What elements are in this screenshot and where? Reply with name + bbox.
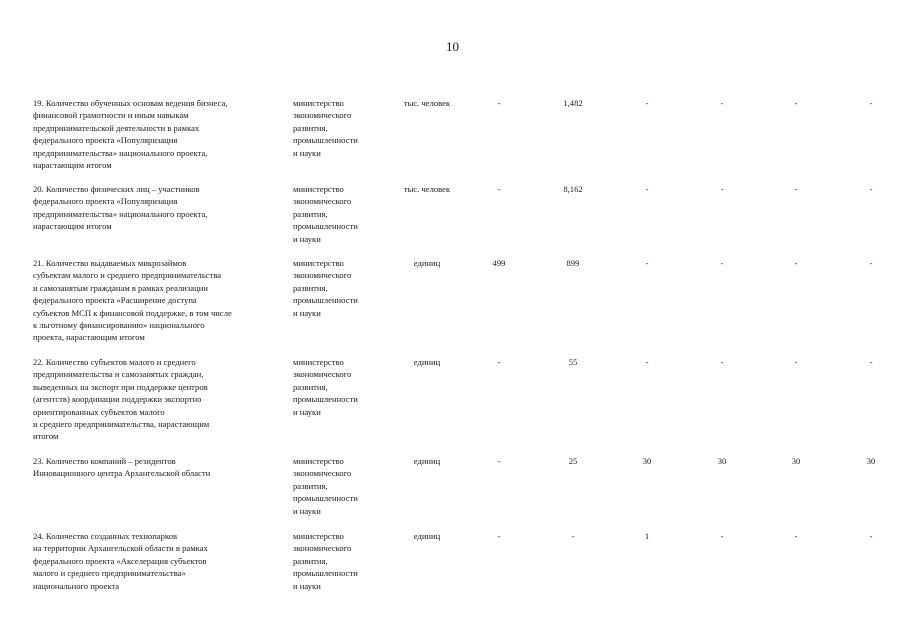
indicator-name: 24. Количество созданных технопарков на территории Архангельской области в рамках федерального проекта «Акселерация субъектов малого и среднего предпринимательства» национального проекта: [33, 531, 208, 591]
value-cell: 8,162: [563, 184, 583, 194]
indicator-name: 23. Количество компаний – резидентов Инновационного центра Архангельской области: [33, 456, 211, 479]
unit-of-measure: единиц: [413, 456, 441, 466]
value-cell: 30: [791, 456, 801, 466]
value-cell: -: [720, 258, 724, 268]
value-cell: -: [571, 531, 575, 541]
unit-of-measure: тыс. человек: [403, 98, 451, 108]
unit-of-measure: единиц: [413, 531, 441, 541]
value-cell: -: [645, 98, 649, 108]
unit-of-measure: тыс. человек: [403, 184, 451, 194]
value-cell: -: [497, 531, 501, 541]
value-cell: 30: [717, 456, 727, 466]
value-cell: -: [869, 357, 873, 367]
responsible-executor: министерство экономического развития, промышленности и науки: [293, 98, 358, 158]
value-cell: -: [497, 98, 501, 108]
value-cell: -: [869, 98, 873, 108]
indicator-name: 21. Количество выдаваемых микрозаймов субъектам малого и среднего предпринимательства и самозанятым гражданам в рамках реализации федерального проекта «Расширение доступа субъектов МСП к финансовой поддержке, в том числе к льготному финансированию» национального проекта, нарастающим итогом: [33, 258, 232, 343]
value-cell: -: [645, 258, 649, 268]
unit-of-measure: единиц: [413, 258, 441, 268]
value-cell: 1,482: [563, 98, 583, 108]
responsible-executor: министерство экономического развития, промышленности и науки: [293, 184, 358, 244]
indicator-name: 20. Количество физических лиц – участников федерального проекта «Популяризация предпринимательства» национального проекта, нарастающим итогом: [33, 184, 208, 232]
value-cell: -: [794, 357, 798, 367]
value-cell: -: [497, 456, 501, 466]
value-cell: 899: [566, 258, 580, 268]
value-cell: -: [869, 531, 873, 541]
value-cell: -: [794, 531, 798, 541]
value-cell: -: [497, 184, 501, 194]
page-number: 10: [446, 39, 459, 54]
indicator-name: 22. Количество субъектов малого и среднего предпринимательства и самозанятых граждан, выведенных на экспорт при поддержке центров (агентств) координации поддержки экспортно ориентированных субъектов малого и среднего предпринимательства, нарастающим итогом: [33, 357, 210, 442]
responsible-executor: министерство экономического развития, промышленности и науки: [293, 258, 358, 318]
value-cell: -: [794, 98, 798, 108]
value-cell: 30: [642, 456, 652, 466]
value-cell: 25: [568, 456, 578, 466]
indicator-name: 19. Количество обученных основам ведения бизнеса, финансовой грамотности и иным навыкам предпринимательской деятельности в рамках федерального проекта «Популяризация предпринимательства» национального проекта, нарастающим итогом: [33, 98, 228, 171]
value-cell: -: [497, 357, 501, 367]
value-cell: -: [720, 184, 724, 194]
value-cell: -: [869, 258, 873, 268]
value-cell: -: [720, 357, 724, 367]
value-cell: -: [645, 357, 649, 367]
value-cell: -: [869, 184, 873, 194]
value-cell: -: [720, 531, 724, 541]
responsible-executor: министерство экономического развития, промышленности и науки: [293, 456, 358, 516]
value-cell: 499: [492, 258, 506, 268]
responsible-executor: министерство экономического развития, промышленности и науки: [293, 357, 358, 417]
unit-of-measure: единиц: [413, 357, 441, 367]
responsible-executor: министерство экономического развития, промышленности и науки: [293, 531, 358, 591]
value-cell: -: [645, 184, 649, 194]
value-cell: -: [720, 98, 724, 108]
value-cell: 1: [644, 531, 650, 541]
value-cell: 55: [568, 357, 578, 367]
value-cell: 30: [866, 456, 876, 466]
value-cell: -: [794, 258, 798, 268]
value-cell: -: [794, 184, 798, 194]
